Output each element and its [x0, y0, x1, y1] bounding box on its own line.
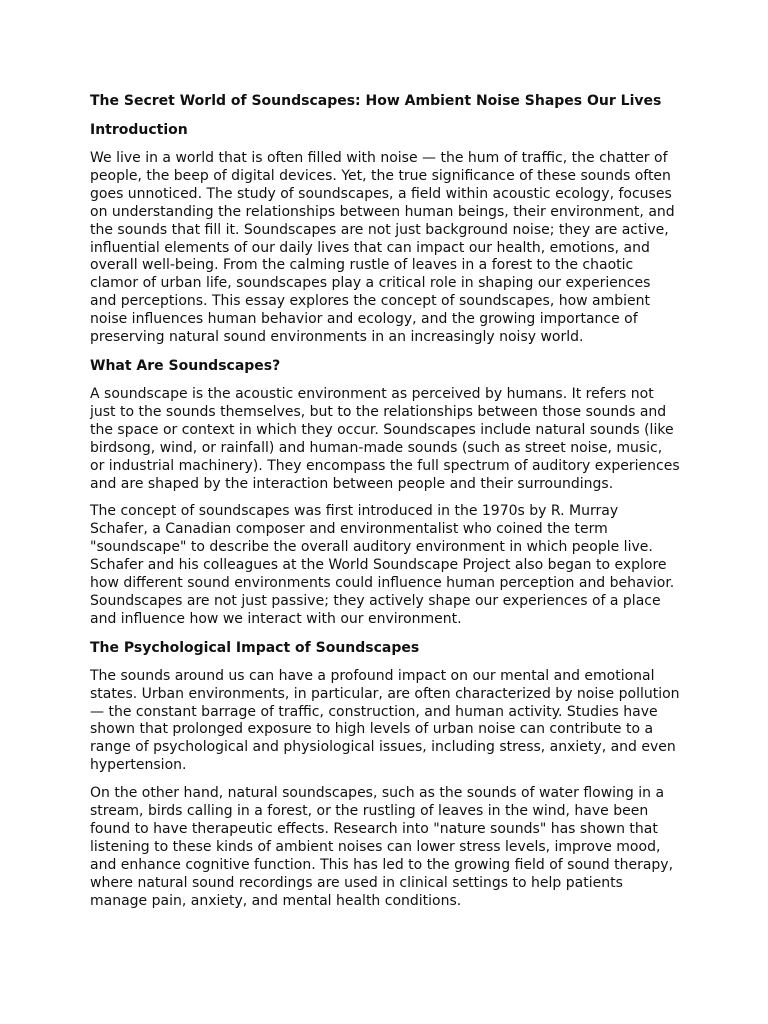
- paragraph: We live in a world that is often filled with noise — the hum of traffic, the chatter of people, the beep of digital devices. Yet, the true significance of these sounds often goes unnoticed. The study of soundscapes, a field within acoustic ecology, focuses on understanding the relationships between human beings, their environment, and the sounds that fill it. Soundscapes are not just background noise; they are active, influential elements of our daily lives that can impact our health, emotions, and overall well-being. From the calming rustle of leaves in a forest to the chaotic clamor of urban life, soundscapes play a critical role in shaping our experiences and perceptions. This essay explores the concept of soundscapes, how ambient noise influences human behavior and ecology, and the growing importance of preserving natural sound environments in an increasingly noisy world.: [90, 150, 675, 346]
- document-content: [90, 92, 680, 911]
- section-heading-psychological-impact: The Psychological Impact of Soundscapes: [90, 639, 420, 656]
- section-heading-what-are-soundscapes: What Are Soundscapes?: [90, 357, 281, 374]
- paragraph: A soundscape is the acoustic environment as perceived by humans. It refers not just to the sounds themselves, but to the relationships between those sounds and the space or context in which they occur. Soundscapes include natural sounds (like birdsong, wind, or rainfall) and human-made sounds (such as street noise, music, or industrial machinery). They encompass the full spectrum of auditory experiences and are shaped by the interaction between people and their surroundings.: [90, 385, 680, 492]
- section-heading-introduction: Introduction: [90, 122, 188, 138]
- paragraph: The concept of soundscapes was first introduced in the 1970s by R. Murray Schafer, a Canadian composer and environmentalist who coined the term "soundscape" to describe the overall auditory environment in which people live. Schafer and his colleagues at the World Soundscape Project also began to explore how different sound environments could influence human perception and behavior. Soundscapes are not just passive; they actively shape our experiences of a place and influence how we interact with our environment.: [90, 503, 675, 627]
- paragraph: The sounds around us can have a profound impact on our mental and emotional states. Urban environments, in particular, are often characterized by noise pollution — the constant barrage of traffic, construction, and human activity. Studies have shown that prolonged exposure to high levels of urban noise can contribute to a range of psychological and physiological issues, including stress, anxiety, and even hypertension.: [90, 667, 680, 774]
- document-title: The Secret World of Soundscapes: How Ambient Noise Shapes Our Lives: [90, 93, 662, 109]
- paragraph: On the other hand, natural soundscapes, such as the sounds of water flowing in a stream, birds calling in a forest, or the rustling of leaves in the wind, have been found to have therapeutic effects. Research into "nature sounds" has shown that listening to these kinds of ambient noises can lower stress levels, improve mood, and enhance cognitive function. This has led to the growing field of sound therapy, where natural sound recordings are used in clinical settings to help patients manage pain, anxiety, and mental health conditions.: [90, 785, 674, 909]
